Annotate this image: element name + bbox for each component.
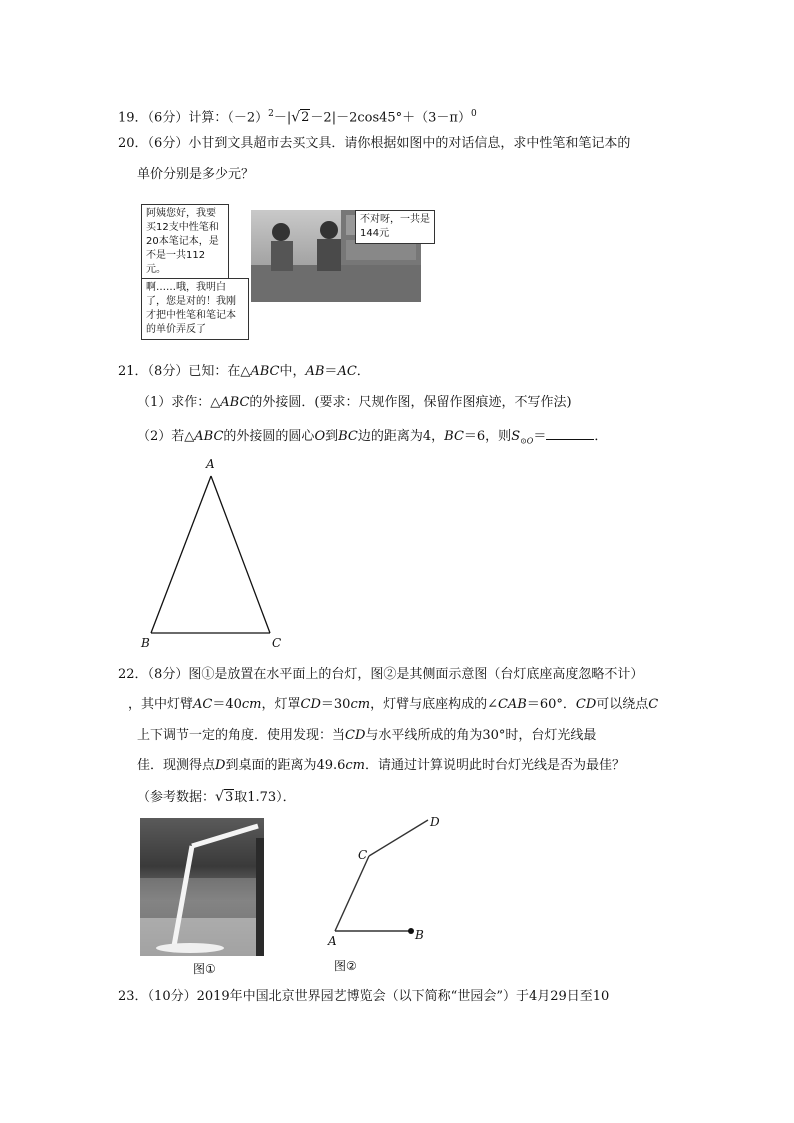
q21-t6: AC [337, 364, 357, 379]
q22-l4c: 到桌面的距离为49.6 [225, 758, 346, 773]
q21-p2g: 边的距离为4， [357, 429, 445, 444]
q19-exponent-2: 2 [268, 109, 274, 119]
q21-t2: ABC [250, 364, 280, 379]
q19-text-c: －2|－2cos45°＋（3－π） [310, 110, 471, 126]
q22-radicand: 3 [224, 790, 234, 805]
q21-part1 [137, 393, 572, 413]
fig1-caption: 图① [193, 962, 216, 976]
q22-l2i: ，灯臂与底座构成的∠ [370, 697, 498, 712]
q22-line5 [137, 787, 296, 808]
q22-l3b: CD [345, 728, 366, 743]
q21-p2b: ABC [194, 429, 224, 444]
label-a: A [328, 934, 337, 948]
fig2-caption: 图② [334, 959, 357, 973]
q22-l2g: ＝30 [320, 697, 351, 712]
q21-part2 [137, 425, 607, 452]
q22-l2d: cm [241, 697, 262, 712]
q22-l4a: 佳．现测得点 [137, 758, 216, 773]
q21-p2j: S [511, 429, 521, 444]
vertex-label-c: C [272, 636, 282, 650]
q22-l3c: 与水平线所成的角为30°时，台灯光线最 [365, 728, 597, 743]
q22-l2b: AC [193, 697, 213, 712]
q22-l4d: cm [345, 758, 366, 773]
q19-text-b: －| [273, 110, 292, 126]
q21-p2f: BC [338, 429, 358, 444]
q21-t1: 21．（8分）已知：在△ [118, 364, 251, 379]
lamp-photo-drawing [140, 818, 264, 956]
q19-text-a: 19．（6分）计算：（－2） [118, 110, 269, 126]
q22-l2k: ＝60°． [526, 697, 576, 712]
q22-line2 [128, 695, 658, 715]
q21-p2a: （2）若△ [137, 429, 195, 444]
q22-l4b: D [215, 758, 226, 773]
q22-l2n: C [648, 697, 659, 712]
q21-p2l: ＝ [533, 429, 547, 444]
q21-t5: ＝ [324, 364, 338, 379]
sqrt-icon: √ [291, 109, 301, 126]
q20-line2: 单价分别是多少元？ [137, 167, 255, 182]
q22-l5b: 取1.73）． [234, 790, 296, 805]
q21-t3: 中， [279, 364, 306, 379]
q22-l2l: CD [575, 697, 597, 712]
q19-line [118, 104, 477, 128]
segment-ac [335, 856, 369, 931]
q22-line4 [137, 756, 625, 776]
q23-line1: 23．（10分）2019年中国北京世界园艺博览会（以下简称“世园会”）于4月29日至10 [118, 989, 610, 1004]
q19-exponent-0: 0 [470, 109, 477, 119]
vertex-label-a: A [206, 457, 215, 471]
bubble-right: 不对呀，一共是144元 [355, 210, 435, 244]
q21-t7: ． [356, 364, 370, 379]
label-b: B [415, 928, 424, 942]
q22-l3a: 上下调节一定的角度．使用发现：当 [137, 728, 346, 743]
triangle-figure [135, 450, 295, 655]
q19-radicand: 2 [301, 110, 310, 126]
q22-l2c: ＝40 [212, 697, 242, 712]
q21-p2m: ． [594, 429, 608, 444]
point-b [408, 928, 414, 934]
side-ac [211, 476, 270, 633]
q22-l2h: cm [350, 697, 371, 712]
q20-line1: 20．（6分）小甘到文具超市去买文具．请你根据如图中的对话信息，求中性笔和笔记本的 [118, 136, 631, 151]
q21-p2k: ⊙O [520, 436, 534, 446]
answer-blank[interactable] [546, 425, 594, 440]
q21-p2h: BC [444, 429, 464, 444]
lamp-photo [140, 818, 264, 956]
q22-l2f: CD [300, 697, 321, 712]
label-d: D [430, 815, 440, 829]
segment-cd [369, 820, 428, 856]
q22-l2j: CAB [497, 697, 527, 712]
q21-p2i: ＝6，则 [463, 429, 512, 444]
q21-p2d: O [314, 429, 326, 444]
q20-illustration [141, 200, 441, 348]
q21-p1b: ABC [220, 395, 250, 410]
bubble-left-bottom: 啊……哦，我明白了，您是对的！我刚才把中性笔和笔记本的单价弄反了 [141, 278, 249, 340]
q22-l2e: ，灯罩 [261, 697, 301, 712]
vertex-label-b: B [141, 636, 150, 650]
q21-p1a: （1）求作：△ [137, 395, 221, 410]
q21-t4: AB [305, 364, 325, 379]
q22-l5a: （参考数据： [137, 790, 216, 805]
label-c: C [358, 848, 368, 862]
q21-p1c: 的外接圆．(要求：尺规作图，保留作图痕迹，不写作法) [249, 395, 572, 410]
side-ab [151, 476, 211, 633]
q22-l2m: 可以绕点 [596, 697, 649, 712]
q21-line1 [118, 362, 370, 382]
sqrt-icon: √ [215, 789, 224, 805]
bubble-left-top: 阿姨您好，我要买12支中性笔和20本笔记本，是不是一共112元。 [141, 204, 229, 280]
q22-line1: 22．（8分）图①是放置在水平面上的台灯，图②是其侧面示意图（台灯底座高度忽略不计） [118, 667, 644, 682]
lamp-schematic [320, 808, 450, 953]
q21-p2e: 到 [325, 429, 339, 444]
q22-l2a: ，其中灯臂 [128, 697, 194, 712]
q22-line3 [137, 726, 596, 746]
q22-l4e: ．请通过计算说明此时台灯光线是否为最佳？ [365, 758, 626, 773]
q21-p2c: 的外接圆的圆心 [223, 429, 315, 444]
